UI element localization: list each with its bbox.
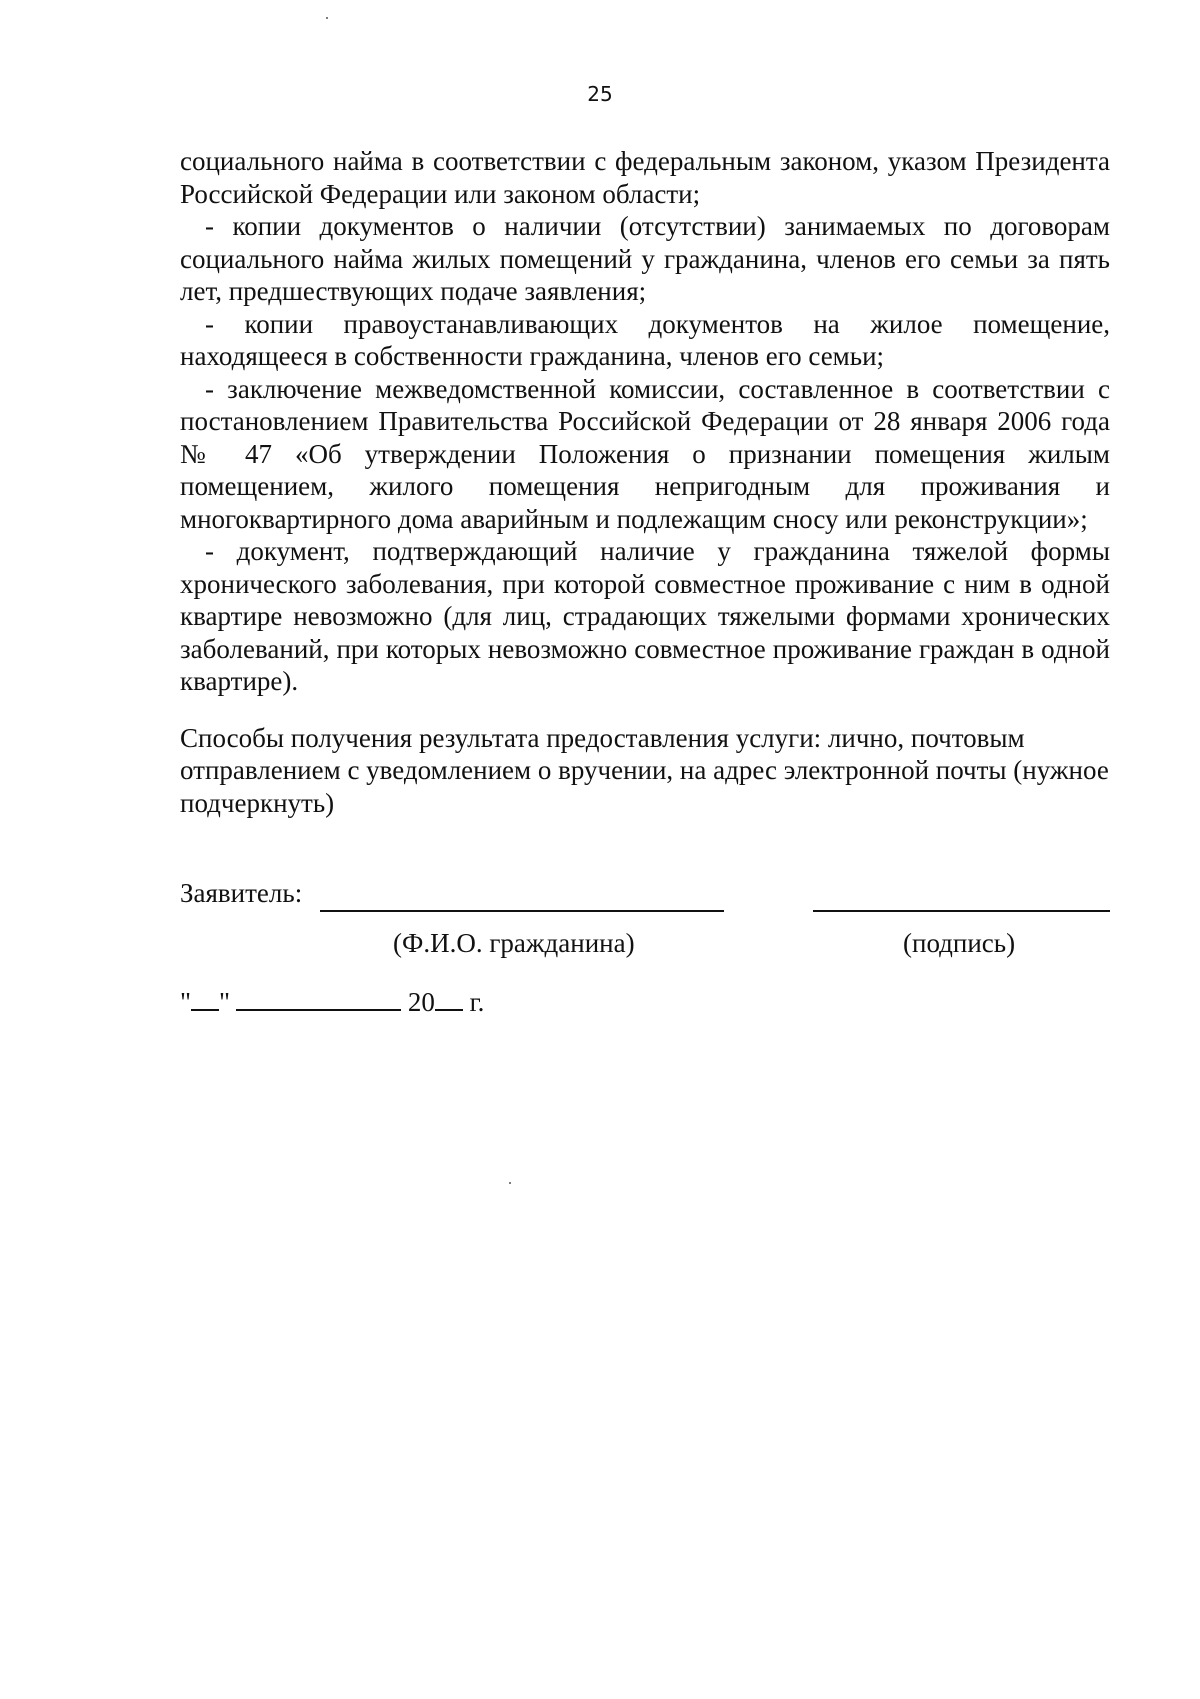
- paragraph-list-item: - заключение межведомственной комиссии, составленное в соответствии с постановлением Правительства Российской Федерации от 28 января 2006 года № 47 «Об утверждении Положения о признании помещения жилым помещением, жилого помещения непригодным для проживания и многоквартирного дома аварийным и подлежащим сносу или реконструкции»;: [180, 373, 1110, 534]
- paragraph-list-item: - документ, подтверждающий наличие у гражданина тяжелой формы хронического заболевания, при которой совместное проживание с ним в одной квартире невозможно (для лиц, страдающих тяжелыми формами хронических заболеваний, при которых невозможно совместное проживание граждан в одной квартире).: [180, 536, 1110, 696]
- page-number: 25: [587, 82, 613, 106]
- applicant-label: Заявитель:: [180, 878, 303, 908]
- year-suffix: г.: [469, 987, 485, 1017]
- date-close-quote: ": [219, 987, 231, 1017]
- year-blank-line: [435, 985, 463, 1011]
- paragraph-list-item: - копии правоустанавливающих документов на жилое помещение, находящееся в собственности гражданина, членов его семьи;: [180, 308, 1110, 371]
- month-blank-line: [236, 985, 401, 1011]
- document-body: [180, 145, 1110, 819]
- signature-row: [180, 878, 1110, 918]
- date-open-quote: ": [180, 987, 192, 1017]
- day-blank-line: [191, 985, 219, 1011]
- year-prefix: 20: [407, 987, 435, 1017]
- result-methods-text: Способы получения результата предоставления услуги: лично, почтовым отправлением с уведомлением о вручении, на адрес электронной почты (нужное подчеркнуть): [180, 722, 1109, 818]
- paragraph-list-item: - копии документов о наличии (отсутствии) занимаемых по договорам социального найма жилых помещений у гражданина, членов его семьи за пять лет, предшествующих подаче заявления;: [180, 211, 1110, 306]
- scan-speck: [326, 17, 328, 19]
- name-caption: (Ф.И.О. гражданина): [393, 928, 635, 958]
- signature-blank-line: [813, 910, 1110, 912]
- date-line: [180, 985, 484, 1018]
- signature-caption: (подпись): [903, 928, 1016, 958]
- name-blank-line: [320, 910, 724, 912]
- scan-speck: [509, 1182, 511, 1184]
- paragraph-continuation: социального найма в соответствии с федеральным законом, указом Президента Российской Федерации или законом области;: [180, 146, 1110, 209]
